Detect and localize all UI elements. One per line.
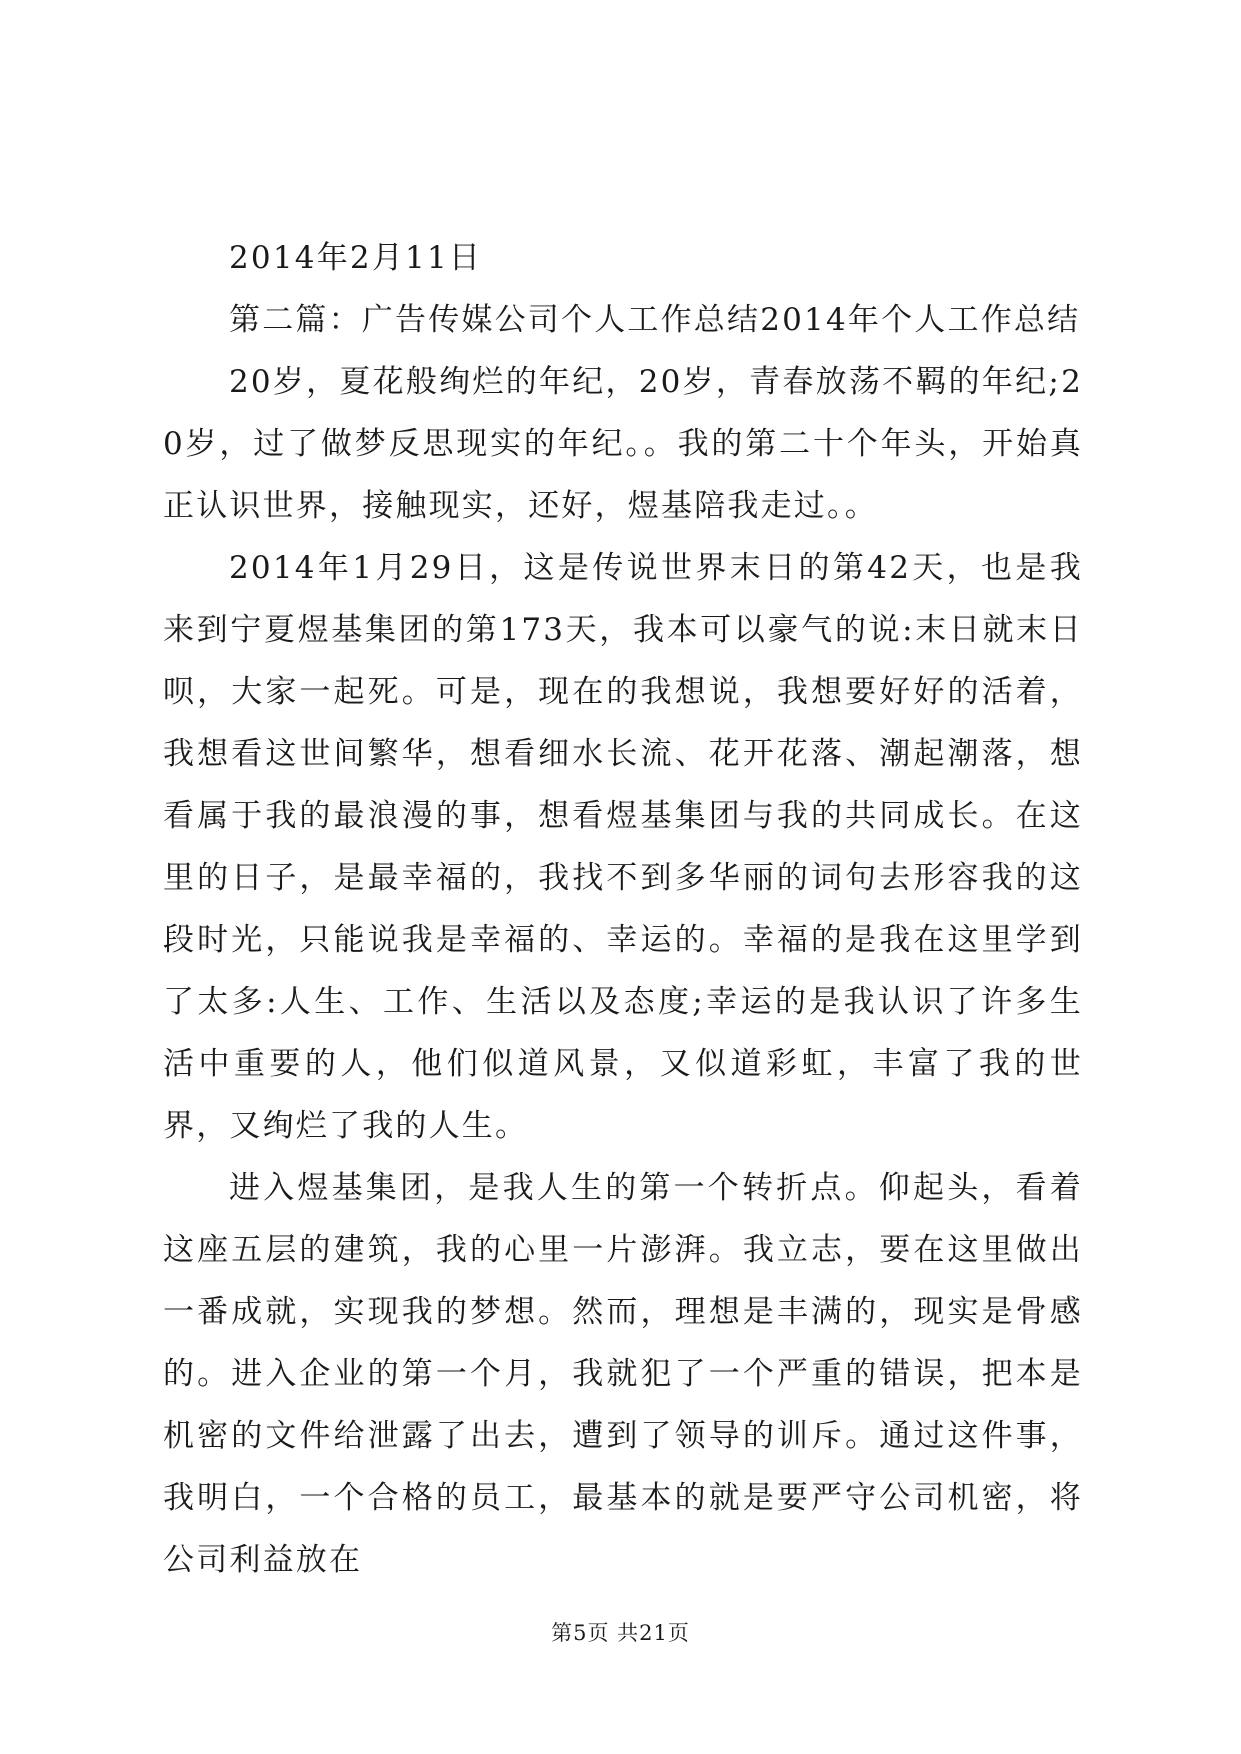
page-number-footer: 第5页 共21页 <box>551 1621 690 1645</box>
paragraph: 2014年1月29日，这是传说世界末日的第42天，也是我来到宁夏煜基集团的第173天，我本可以豪气的说:末日就末日呗，大家一起死。可是，现在的我想说，我想要好好的活着，我想看这世间繁华，想看细水长流、花开花落、潮起潮落，想看属于我的最浪漫的事，想看煜基集团与我的共同成长。在这里的日子，是最幸福的，我找不到多华丽的词句去形容我的这段时光，只能说我是幸福的、幸运的。幸福的是我在这里学到了太多:人生、工作、生活以及态度;幸运的是我认识了许多生活中重要的人，他们似道风景，又似道彩虹，丰富了我的世界，又绚烂了我的人生。 <box>163 550 1083 1144</box>
paragraph: 20岁，夏花般绚烂的年纪，20岁，青春放荡不羁的年纪;20岁，过了做梦反思现实的年纪。。我的第二十个年头，开始真正认识世界，接触现实，还好，煜基陪我走过。。 <box>163 364 1083 524</box>
date-line: 2014年2月11日 <box>229 240 483 276</box>
section-title: 第二篇：广告传媒公司个人工作总结2014年个人工作总结 <box>229 302 1081 338</box>
paragraph: 进入煜基集团，是我人生的第一个转折点。仰起头，看着这座五层的建筑，我的心里一片澎湃。我立志，要在这里做出一番成就，实现我的梦想。然而，理想是丰满的，现实是骨感的。进入企业的第一个月，我就犯了一个严重的错误，把本是机密的文件给泄露了出去，遭到了领导的训斥。通过这件事，我明白，一个合格的员工，最基本的就是要严守公司机密，将公司利益放在 <box>163 1170 1083 1578</box>
document-body <box>163 227 1083 1591</box>
